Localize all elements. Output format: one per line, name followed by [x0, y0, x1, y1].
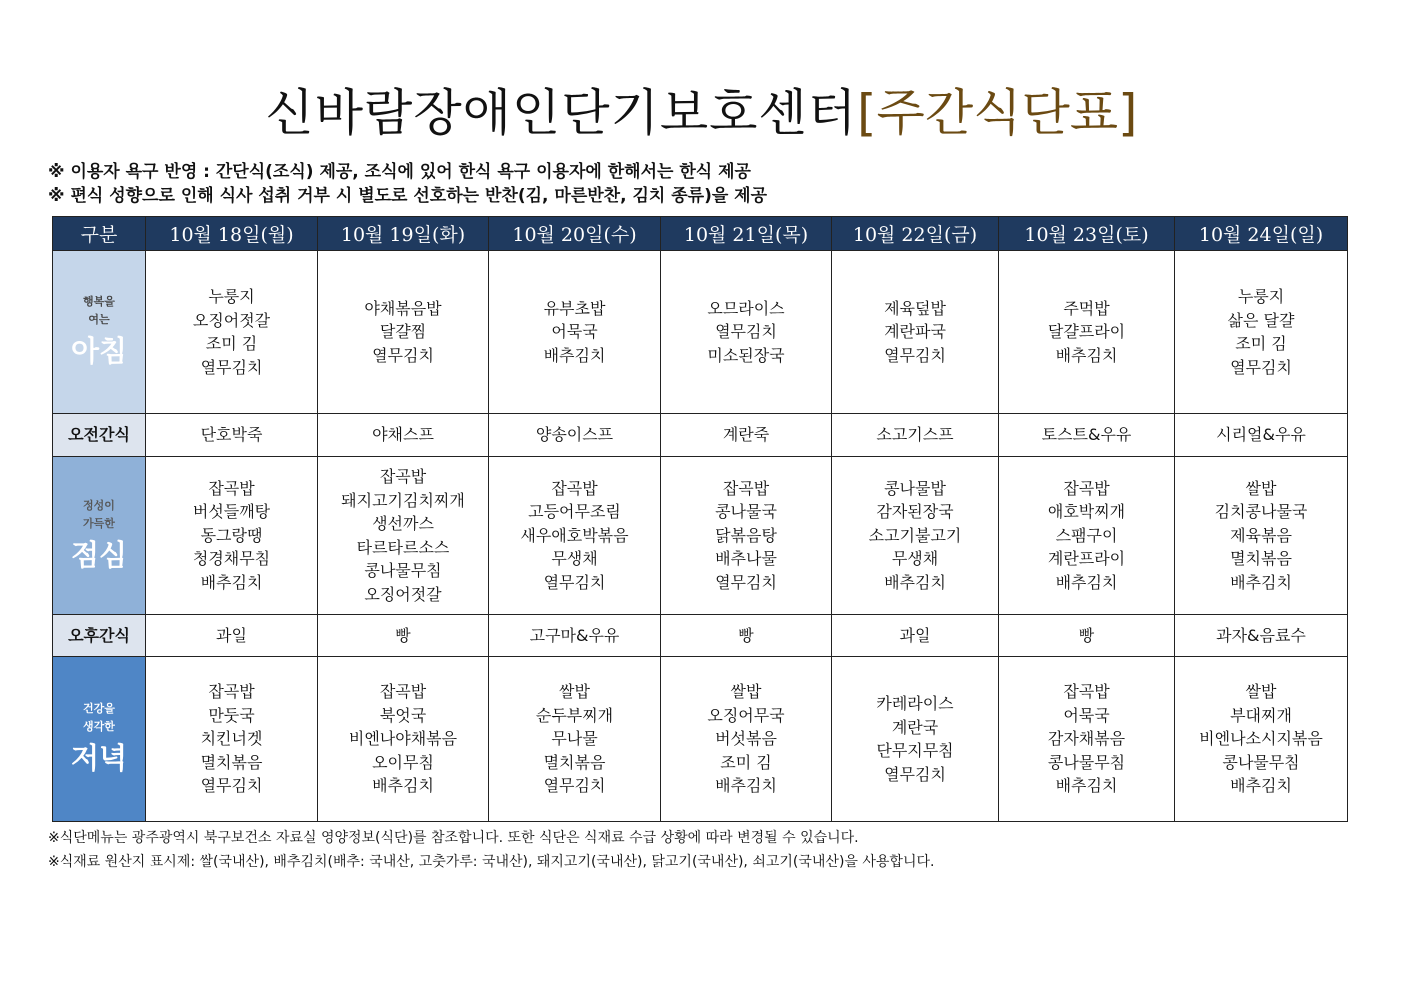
menu-item: 콩나물국 — [715, 502, 777, 522]
menu-item: 고등어무조림 — [528, 502, 621, 522]
menu-item: 무나물 — [551, 729, 598, 749]
morning-snack-row — [53, 414, 1348, 457]
menu-item: 콩나물밥 — [884, 478, 946, 498]
menu-item: 누룽지 — [1237, 287, 1285, 306]
menu-item: 열무김치 — [884, 345, 946, 365]
menu-item: 잡곡밥 — [1063, 478, 1110, 498]
corner-cell: 구분 — [53, 217, 146, 251]
menu-item: 무생채 — [891, 549, 939, 569]
morning-snack-cell: 양송이스프 — [489, 414, 661, 457]
day-header: 10월 24일(일) — [1175, 217, 1348, 251]
menu-item: 오므라이스 — [707, 298, 785, 318]
menu-item: 동그랑땡 — [200, 525, 263, 545]
menu-item: 콩나물무침 — [1047, 752, 1126, 772]
breakfast-row — [53, 251, 1348, 414]
weekly-menu-table — [52, 216, 1348, 822]
menu-item: 잡곡밥 — [208, 682, 255, 702]
notes — [48, 160, 767, 208]
menu-item: 카레라이스 — [876, 694, 954, 713]
menu-item: 버섯볶음 — [715, 729, 777, 749]
title-bracket-close: ] — [1118, 84, 1138, 142]
menu-item: 스팸구이 — [1055, 525, 1118, 545]
menu-item: 조미 김 — [205, 334, 258, 353]
menu-item: 잡곡밥 — [379, 467, 427, 486]
menu-item: 야채볶음밥 — [364, 298, 442, 318]
page-title — [0, 78, 1403, 148]
menu-item: 열무김치 — [1230, 357, 1292, 377]
menu-item: 계란파국 — [884, 322, 946, 342]
menu-item: 배추김치 — [200, 572, 263, 592]
menu-item: 감자된장국 — [876, 502, 954, 522]
afternoon-snack-cell: 과자&음료수 — [1175, 615, 1348, 657]
menu-item: 달걀찜 — [379, 322, 427, 342]
menu-item: 오징어젓갈 — [192, 310, 271, 330]
menu-item: 계란국 — [891, 717, 939, 737]
menu-item: 누룽지 — [208, 287, 255, 306]
day-header: 10월 21일(목) — [661, 217, 832, 251]
menu-item: 열무김치 — [715, 322, 777, 342]
lunch-cell — [318, 457, 489, 615]
morning-snack-cell: 야채스프 — [318, 414, 489, 457]
menu-item: 주먹밥 — [1063, 298, 1110, 318]
dinner-cell — [318, 657, 489, 822]
menu-item: 감자채볶음 — [1047, 729, 1126, 749]
menu-item: 유부초밥 — [543, 298, 606, 318]
menu-item: 타르타르소스 — [356, 537, 450, 557]
menu-item: 단무지무침 — [876, 741, 954, 760]
breakfast-sub1: 행복을 — [83, 295, 115, 308]
day-header: 10월 20일(수) — [489, 217, 661, 251]
menu-item: 잡곡밥 — [722, 478, 770, 498]
dinner-cell — [1175, 657, 1348, 822]
menu-item: 열무김치 — [715, 572, 777, 592]
menu-item: 멸치볶음 — [1230, 549, 1292, 569]
menu-item: 쌀밥 — [559, 682, 590, 702]
afternoon-snack-cell: 빵 — [999, 615, 1175, 657]
menu-item: 쌀밥 — [730, 682, 762, 702]
menu-item: 애호박찌개 — [1047, 502, 1126, 522]
menu-item: 미소된장국 — [707, 345, 785, 365]
menu-item: 오징어무국 — [707, 705, 785, 725]
breakfast-cell — [1175, 251, 1348, 414]
menu-item: 잡곡밥 — [551, 478, 598, 498]
menu-item: 잡곡밥 — [379, 682, 427, 702]
menu-item: 생선까스 — [372, 514, 434, 533]
breakfast-label — [53, 251, 146, 414]
footer-line: ※식재료 원산지 표시제: 쌀(국내산), 배추김치(배추: 국내산, 고춧가루: 국내산), 돼지고기(국내산), 닭고기(국내산), 쇠고기(국내산)을 사용합니다. — [48, 854, 935, 870]
menu-item: 제육볶음 — [1230, 525, 1292, 545]
menu-item: 열무김치 — [372, 345, 434, 365]
menu-item: 버섯들깨탕 — [192, 502, 271, 522]
lunch-cell — [661, 457, 832, 615]
menu-item: 북엇국 — [379, 705, 427, 725]
menu-item: 콩나물무침 — [1222, 752, 1300, 772]
morning-snack-cell: 계란죽 — [661, 414, 832, 457]
menu-item: 조미 김 — [720, 752, 772, 772]
afternoon-snack-row — [53, 615, 1348, 657]
dinner-title: 저녁 — [70, 741, 128, 775]
title-bracket-open: [ — [857, 84, 877, 142]
breakfast-title: 아침 — [70, 334, 128, 368]
lunch-title: 점심 — [70, 537, 128, 572]
menu-item: 만둣국 — [208, 705, 255, 725]
menu-item: 부대찌개 — [1230, 705, 1292, 725]
menu-item: 잡곡밥 — [1063, 682, 1110, 702]
menu-item: 열무김치 — [884, 764, 946, 784]
menu-item: 열무김치 — [543, 572, 606, 592]
menu-item: 배추김치 — [372, 776, 434, 796]
menu-item: 비엔나야채볶음 — [348, 729, 458, 749]
note-line: ※ 편식 성향으로 인해 식사 섭취 거부 시 별도로 선호하는 반찬(김, 마른반찬, 김치 종류)을 제공 — [48, 186, 768, 206]
afternoon-snack-cell: 과일 — [832, 615, 999, 657]
menu-item: 닭볶음탕 — [715, 525, 777, 545]
menu-item: 비엔나소시지볶음 — [1199, 729, 1323, 749]
morning-snack-cell: 토스트&우유 — [999, 414, 1175, 457]
menu-item: 삶은 달걀 — [1227, 310, 1295, 330]
menu-item: 조미 김 — [1235, 334, 1287, 353]
menu-item: 어묵국 — [551, 322, 598, 342]
menu-item: 쌀밥 — [1245, 478, 1277, 498]
dinner-cell — [146, 657, 318, 822]
menu-item: 제육덮밥 — [884, 298, 946, 318]
menu-item: 열무김치 — [200, 776, 263, 796]
dinner-row — [53, 657, 1348, 822]
menu-item: 새우애호박볶음 — [520, 525, 629, 545]
morning-snack-cell: 소고기스프 — [832, 414, 999, 457]
menu-item: 무생채 — [551, 549, 598, 569]
breakfast-cell — [146, 251, 318, 414]
menu-item: 배추김치 — [543, 345, 606, 365]
breakfast-cell — [489, 251, 661, 414]
lunch-sub2: 가득한 — [83, 516, 115, 530]
lunch-sub1: 정성이 — [83, 498, 115, 512]
menu-item: 잡곡밥 — [208, 478, 255, 498]
footer-line: ※식단메뉴는 광주광역시 북구보건소 자료실 영양정보(식단)를 참조합니다. 또한 식단은 식재료 수급 상황에 따라 변경될 수 있습니다. — [48, 830, 859, 846]
afternoon-snack-cell: 빵 — [661, 615, 832, 657]
dinner-cell — [489, 657, 661, 822]
menu-item: 배추김치 — [1230, 776, 1292, 796]
menu-item: 청경채무침 — [192, 549, 271, 569]
menu-item: 쌀밥 — [1245, 682, 1277, 702]
afternoon-snack-label: 오후간식 — [53, 615, 146, 657]
menu-item: 계란프라이 — [1047, 549, 1126, 569]
breakfast-cell — [661, 251, 832, 414]
lunch-cell — [832, 457, 999, 615]
breakfast-cell — [999, 251, 1175, 414]
menu-item: 배추김치 — [1230, 572, 1292, 592]
menu-item: 멸치볶음 — [200, 752, 263, 772]
day-header: 10월 23일(토) — [999, 217, 1175, 251]
lunch-cell — [1175, 457, 1348, 615]
lunch-label — [53, 457, 146, 615]
menu-item: 배추나물 — [715, 549, 777, 569]
menu-item: 배추김치 — [884, 572, 946, 592]
menu-item: 열무김치 — [200, 357, 263, 377]
morning-snack-cell: 단호박죽 — [146, 414, 318, 457]
menu-item: 열무김치 — [543, 776, 606, 796]
dinner-sub2: 생각한 — [83, 720, 115, 733]
breakfast-cell — [832, 251, 999, 414]
menu-item: 소고기불고기 — [868, 525, 962, 545]
dinner-cell — [661, 657, 832, 822]
day-header: 10월 18일(월) — [146, 217, 318, 251]
menu-item: 치킨너겟 — [200, 729, 263, 749]
note-line: ※ 이용자 욕구 반영 : 간단식(조식) 제공, 조식에 있어 한식 욕구 이용자에 한해서는 한식 제공 — [48, 162, 751, 182]
lunch-cell — [489, 457, 661, 615]
center-name: 신바람장애인단기보호센터 — [265, 84, 858, 142]
dinner-label — [53, 657, 146, 822]
breakfast-cell — [318, 251, 489, 414]
morning-snack-cell: 시리얼&우유 — [1175, 414, 1348, 457]
menu-item: 배추김치 — [1055, 572, 1118, 592]
lunch-cell — [999, 457, 1175, 615]
menu-item: 콩나물무침 — [364, 561, 442, 580]
menu-item: 어묵국 — [1063, 705, 1110, 725]
afternoon-snack-cell: 고구마&우유 — [489, 615, 661, 657]
menu-item: 배추김치 — [715, 776, 777, 796]
lunch-row — [53, 457, 1348, 615]
menu-item: 김치콩나물국 — [1214, 502, 1308, 522]
menu-item: 멸치볶음 — [543, 752, 606, 772]
afternoon-snack-cell: 빵 — [318, 615, 489, 657]
footer-notes — [48, 826, 934, 874]
morning-snack-label: 오전간식 — [53, 414, 146, 457]
header-row — [53, 217, 1348, 251]
breakfast-sub2: 여는 — [88, 313, 110, 326]
lunch-cell — [146, 457, 318, 615]
menu-item: 순두부찌개 — [535, 705, 614, 725]
day-header: 10월 22일(금) — [832, 217, 999, 251]
menu-item: 돼지고기김치찌개 — [341, 490, 465, 510]
dinner-cell — [999, 657, 1175, 822]
menu-item: 달걀프라이 — [1047, 322, 1126, 342]
menu-item: 배추김치 — [1055, 776, 1118, 796]
dinner-cell — [832, 657, 999, 822]
menu-item: 오징어젓갈 — [364, 584, 442, 604]
menu-item: 배추김치 — [1055, 345, 1118, 365]
afternoon-snack-cell: 과일 — [146, 615, 318, 657]
dinner-sub1: 건강을 — [83, 702, 115, 715]
menu-item: 오이무침 — [372, 752, 434, 772]
day-header: 10월 19일(화) — [318, 217, 489, 251]
title-highlight: 주간식단표 — [876, 84, 1119, 142]
